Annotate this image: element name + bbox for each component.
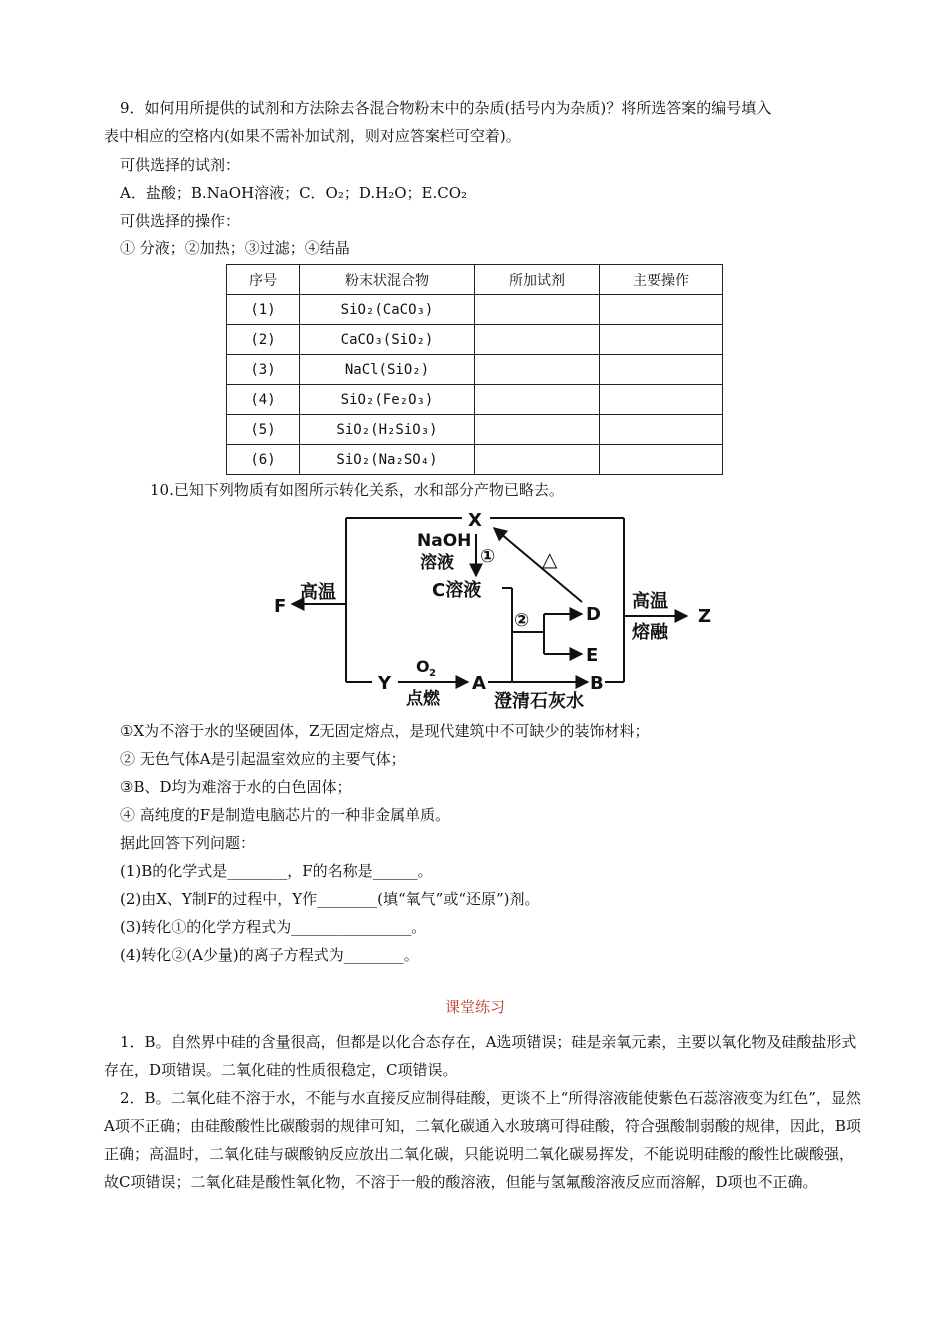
row-no: (4) xyxy=(227,385,300,415)
row-operation-cell[interactable] xyxy=(600,355,723,385)
row-no: (6) xyxy=(227,445,300,475)
mixture-table xyxy=(226,264,723,475)
label-naoh: NaOH xyxy=(417,531,472,551)
answer-1 xyxy=(104,1028,864,1084)
table-row xyxy=(227,415,723,445)
row-mixture: SiO₂(Na₂SO₄) xyxy=(300,445,475,475)
label-F: F xyxy=(274,596,287,617)
row-reagent-cell[interactable] xyxy=(475,385,600,415)
header-mixture: 粉末状混合物 xyxy=(300,265,475,295)
label-O2: O xyxy=(416,657,430,676)
q9-stem-line1: 9．如何用所提供的试剂和方法除去各混合物粉末中的杂质(括号内为杂质)？将所选答案的编号填入 xyxy=(120,99,772,117)
label-Z: Z xyxy=(698,606,712,627)
row-mixture: SiO₂(Fe₂O₃) xyxy=(300,385,475,415)
label-lime-water: 澄清石灰水 xyxy=(494,691,584,712)
table-header-row xyxy=(227,265,723,295)
note-2: ② 无色气体A是引起温室效应的主要气体； xyxy=(120,750,406,768)
note-1: ①X为不溶于水的坚硬固体，Z无固定熔点，是现代建筑中不可缺少的装饰材料； xyxy=(120,722,650,740)
label-circle-2: ② xyxy=(514,610,530,631)
label-delta: △ xyxy=(542,547,558,571)
row-reagent-cell[interactable] xyxy=(475,325,600,355)
row-no: (3) xyxy=(227,355,300,385)
label-rongrong: 熔融 xyxy=(632,622,668,643)
reagents-title: 可供选择的试剂： xyxy=(120,156,241,174)
label-circle-1: ① xyxy=(480,546,496,567)
label-A: A xyxy=(472,673,486,694)
row-reagent-cell[interactable] xyxy=(475,355,600,385)
header-no: 序号 xyxy=(227,265,300,295)
label-gaowen-right: 高温 xyxy=(632,591,668,612)
row-operation-cell[interactable] xyxy=(600,385,723,415)
row-reagent-cell[interactable] xyxy=(475,445,600,475)
label-O2-sub: 2 xyxy=(429,668,436,679)
q10-intro: 10.已知下列物质有如图所示转化关系，水和部分产物已略去。 xyxy=(150,481,564,499)
row-operation-cell[interactable] xyxy=(600,415,723,445)
operations-title: 可供选择的操作： xyxy=(120,212,241,230)
table-row xyxy=(227,295,723,325)
question-3: (3)转化①的化学方程式为________________。 xyxy=(120,918,427,936)
row-operation-cell[interactable] xyxy=(600,325,723,355)
label-X: X xyxy=(468,510,482,531)
question-4: (4)转化②(A少量)的离子方程式为________。 xyxy=(120,946,419,964)
table-row xyxy=(227,355,723,385)
question-2: (2)由X、Y制F的过程中，Y作________(填“氧气”或“还原”)剂。 xyxy=(120,890,540,908)
row-mixture: SiO₂(H₂SiO₃) xyxy=(300,415,475,445)
label-B: B xyxy=(590,673,604,694)
row-mixture: CaCO₃(SiO₂) xyxy=(300,325,475,355)
row-no: (2) xyxy=(227,325,300,355)
table-row xyxy=(227,445,723,475)
header-operation: 主要操作 xyxy=(600,265,723,295)
answer-2 xyxy=(104,1084,864,1196)
q9-stem-line2: 表中相应的空格内(如果不需补加试剂，则对应答案栏可空着)。 xyxy=(104,127,521,145)
label-E: E xyxy=(586,645,599,666)
question-1: (1)B的化学式是________，F的名称是______。 xyxy=(120,862,433,880)
section-heading: 课堂练习 xyxy=(444,998,505,1016)
transformation-diagram xyxy=(262,504,732,714)
row-operation-cell[interactable] xyxy=(600,445,723,475)
label-dianran: 点燃 xyxy=(406,689,440,709)
row-mixture: NaCl(SiO₂) xyxy=(300,355,475,385)
ask-line: 据此回答下列问题： xyxy=(120,834,256,852)
table-row xyxy=(227,325,723,355)
row-mixture: SiO₂(CaCO₃) xyxy=(300,295,475,325)
note-3: ③B、D均为难溶于水的白色固体； xyxy=(120,778,352,796)
operations-list: ① 分液；②加热；③过滤；④结晶 xyxy=(120,239,350,257)
label-Y: Y xyxy=(378,673,392,694)
answer-1-text: 1．B。自然界中硅的含量很高，但都是以化合态存在，A选项错误；硅是亲氧元素，主要以氧化物及硅酸盐形式存在，D项错误。二氧化硅的性质很稳定，C项错误。 xyxy=(104,1033,857,1079)
row-reagent-cell[interactable] xyxy=(475,415,600,445)
note-4: ④ 高纯度的F是制造电脑芯片的一种非金属单质。 xyxy=(120,806,451,824)
arrow-D-to-X xyxy=(494,528,582,602)
label-gaowen-left: 高温 xyxy=(300,582,336,603)
row-reagent-cell[interactable] xyxy=(475,295,600,325)
label-solution: 溶液 xyxy=(420,553,454,573)
row-operation-cell[interactable] xyxy=(600,295,723,325)
row-no: (5) xyxy=(227,415,300,445)
label-D: D xyxy=(586,604,601,625)
row-no: (1) xyxy=(227,295,300,325)
answer-2-text: 2．B。二氧化硅不溶于水，不能与水直接反应制得硅酸，更谈不上“所得溶液能使紫色石蕊溶液变为红色”，显然A项不正确；由硅酸酸性比碳酸弱的规律可知，二氧化碳通入水玻璃可得硅酸，符合强酸制弱酸的规律，因此，B项正确；高温时，二氧化硅与碳酸钠反应放出二氧化碳，只能说明二氧化碳易挥发，不能说明硅酸的酸性比碳酸强，故C项错误；二氧化硅是酸性氧化物，不溶于一般的酸溶液，但能与氢氟酸溶液反应而溶解，D项也不正确。 xyxy=(104,1089,861,1191)
reagents-list: A．盐酸；B.NaOH溶液；C．O₂；D.H₂O；E.CO₂ xyxy=(120,184,468,202)
table-row xyxy=(227,385,723,415)
label-c-solution: C溶液 xyxy=(432,580,482,601)
header-reagent: 所加试剂 xyxy=(475,265,600,295)
